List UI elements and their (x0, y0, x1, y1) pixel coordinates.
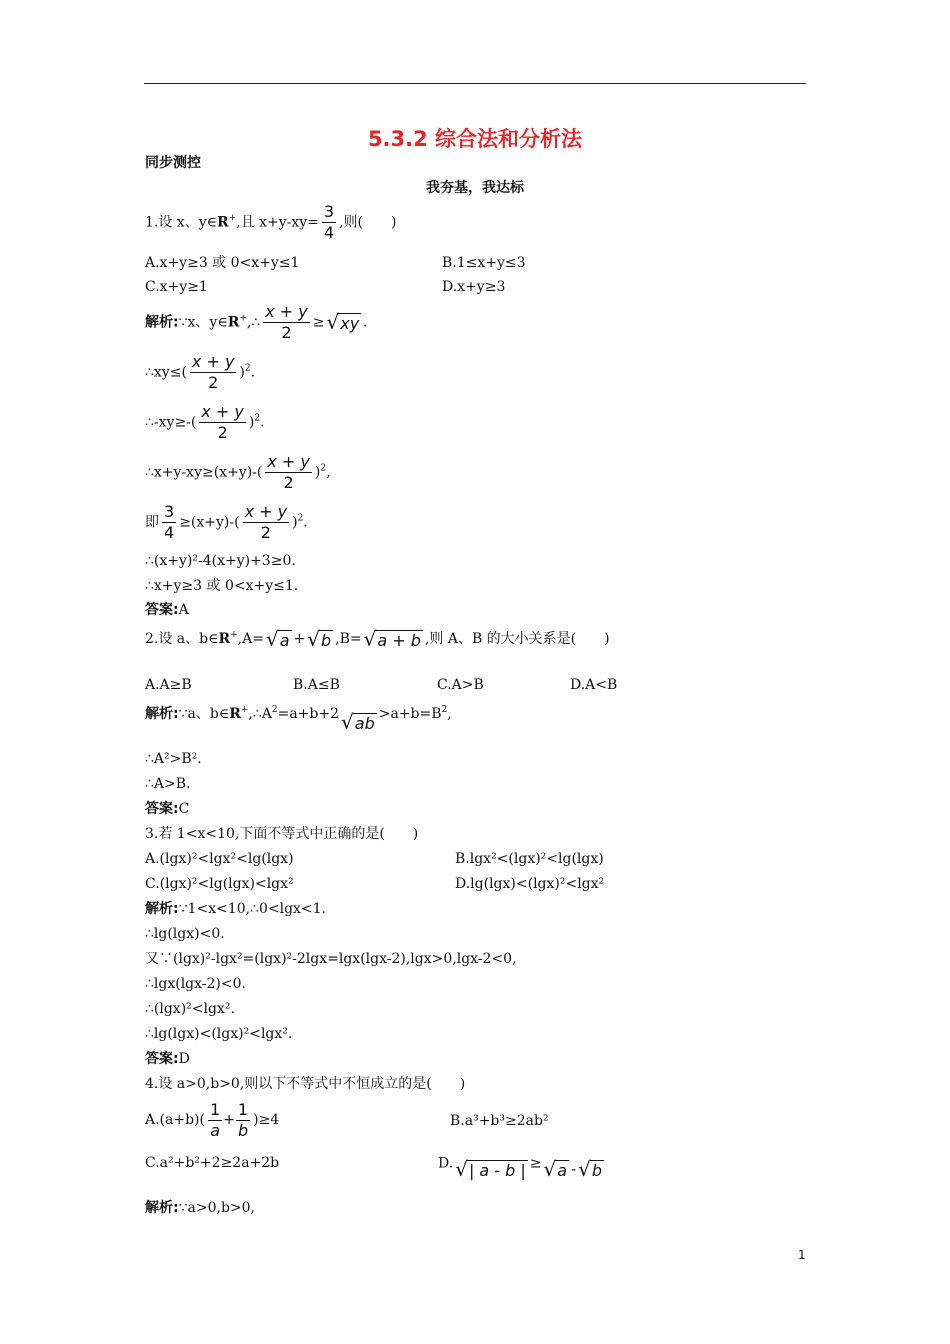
q1-stem: 1.设 x、y∈R+,且 x+y-xy= $\frac{3}{4}$ ,则( ) (145, 202, 397, 242)
header-rule (144, 83, 806, 84)
q1-solution-1: 解析:∵x、y∈R+,∴ $\frac{x + y}{2}$ ≥ √ xy . (145, 302, 368, 342)
q2-option-d: D.A<B (570, 677, 618, 693)
q4-option-a: A.(a+b)( $\frac{1}{a}$ + $\frac{1}{b}$ )≥4 (145, 1099, 280, 1140)
q3-solution-5: ∴(lgx)²<lgx². (145, 1001, 235, 1017)
q1-solution-6: ∴(x+y)²-4(x+y)+3≥0. (145, 553, 296, 569)
q2-solution-1: 解析:∵a、$b\in R^+,\therefore A^2=a+b+2$ √ ab $>a+b=B^2$, (145, 705, 452, 734)
q2-answer: 答案:C (145, 801, 190, 817)
q3-option-d: D.lg(lgx)<(lgx)²<lgx² (455, 876, 605, 892)
q4-option-c: C.a²+b²+2≥2a+2b (145, 1155, 280, 1171)
page-title: 5.3.2 综合法和分析法 (367, 127, 583, 151)
q1-solution-7: ∴x+y≥3 或 0<x+y≤1. (145, 578, 299, 594)
q4-stem: 4.设 a>0,b>0,则以下不等式中不恒成立的是( ) (145, 1076, 466, 1092)
q3-option-b: B.lgx²<(lgx)²<lg(lgx) (455, 851, 604, 867)
q1-solution-2: ∴xy≤( $\frac{x + y}{2}$ )$^2$. (145, 352, 256, 392)
q4-solution-1: 解析:∵a>0,b>0, (145, 1200, 256, 1216)
q3-stem: 3.若 1<x<10,下面不等式中正确的是( ) (145, 826, 419, 842)
q1-solution-4: ∴x+y-xy≥(x+y)-( $\frac{x + y}{2}$ )$^2$, (145, 452, 331, 492)
q2-option-c: C.A>B (437, 677, 484, 693)
q3-solution-6: ∴lg(lgx)<(lgx)²<lgx². (145, 1026, 293, 1042)
q1-solution-5: 即 $\frac{3}{4}$ ≥(x+y)-( $\frac{x + y}{2}$ )$^2$. (145, 502, 308, 542)
q3-option-c: C.(lgx)²<lg(lgx)<lgx² (145, 876, 294, 892)
q3-option-a: A.(lgx)²<lgx²<lg(lgx) (145, 851, 294, 867)
section-heading: 同步测控 (145, 155, 201, 171)
page-number: 1 (798, 1248, 806, 1262)
q3-solution-2: ∴lg(lgx)<0. (145, 926, 225, 942)
q1-option-c: C.x+y≥1 (145, 279, 208, 295)
q2-option-a: A.A≥B (145, 677, 192, 693)
q3-solution-1: 解析:∵1<x<10,∴0<lgx<1. (145, 901, 327, 917)
q3-solution-3: 又∵(lgx)²-lgx²=(lgx)²-2lgx=lgx(lgx-2),lgx>0,lgx-2<0, (145, 951, 517, 967)
q2-stem: 2.设 a、b∈R+,A= √ a + √ b ,B= √ a + b ,则 A、B 的大小关系是( ) (145, 626, 610, 651)
q3-answer: 答案:D (145, 1051, 190, 1067)
q1-option-a: A.x+y≥3 或 0<x+y≤1 (145, 255, 300, 271)
q4-option-d: D. √ | a - b | ≥ √ a - √ b (438, 1155, 603, 1181)
q2-solution-3: ∴A>B. (145, 776, 191, 792)
q1-option-d: D.x+y≥3 (442, 279, 506, 295)
q2-option-b: B.A≤B (293, 677, 340, 693)
q1-option-b: B.1≤x+y≤3 (442, 255, 526, 271)
q1-solution-3: ∴-xy≥-( $\frac{x + y}{2}$ )$^2$. (145, 402, 265, 442)
subsection-heading: 我夯基，我达标 (426, 180, 524, 196)
q2-solution-2: ∴A²>B². (145, 751, 202, 767)
q3-solution-4: ∴lgx(lgx-2)<0. (145, 976, 246, 992)
q1-answer: 答案:A (145, 602, 189, 618)
q4-option-b: B.a³+b³≥2ab² (450, 1113, 549, 1129)
